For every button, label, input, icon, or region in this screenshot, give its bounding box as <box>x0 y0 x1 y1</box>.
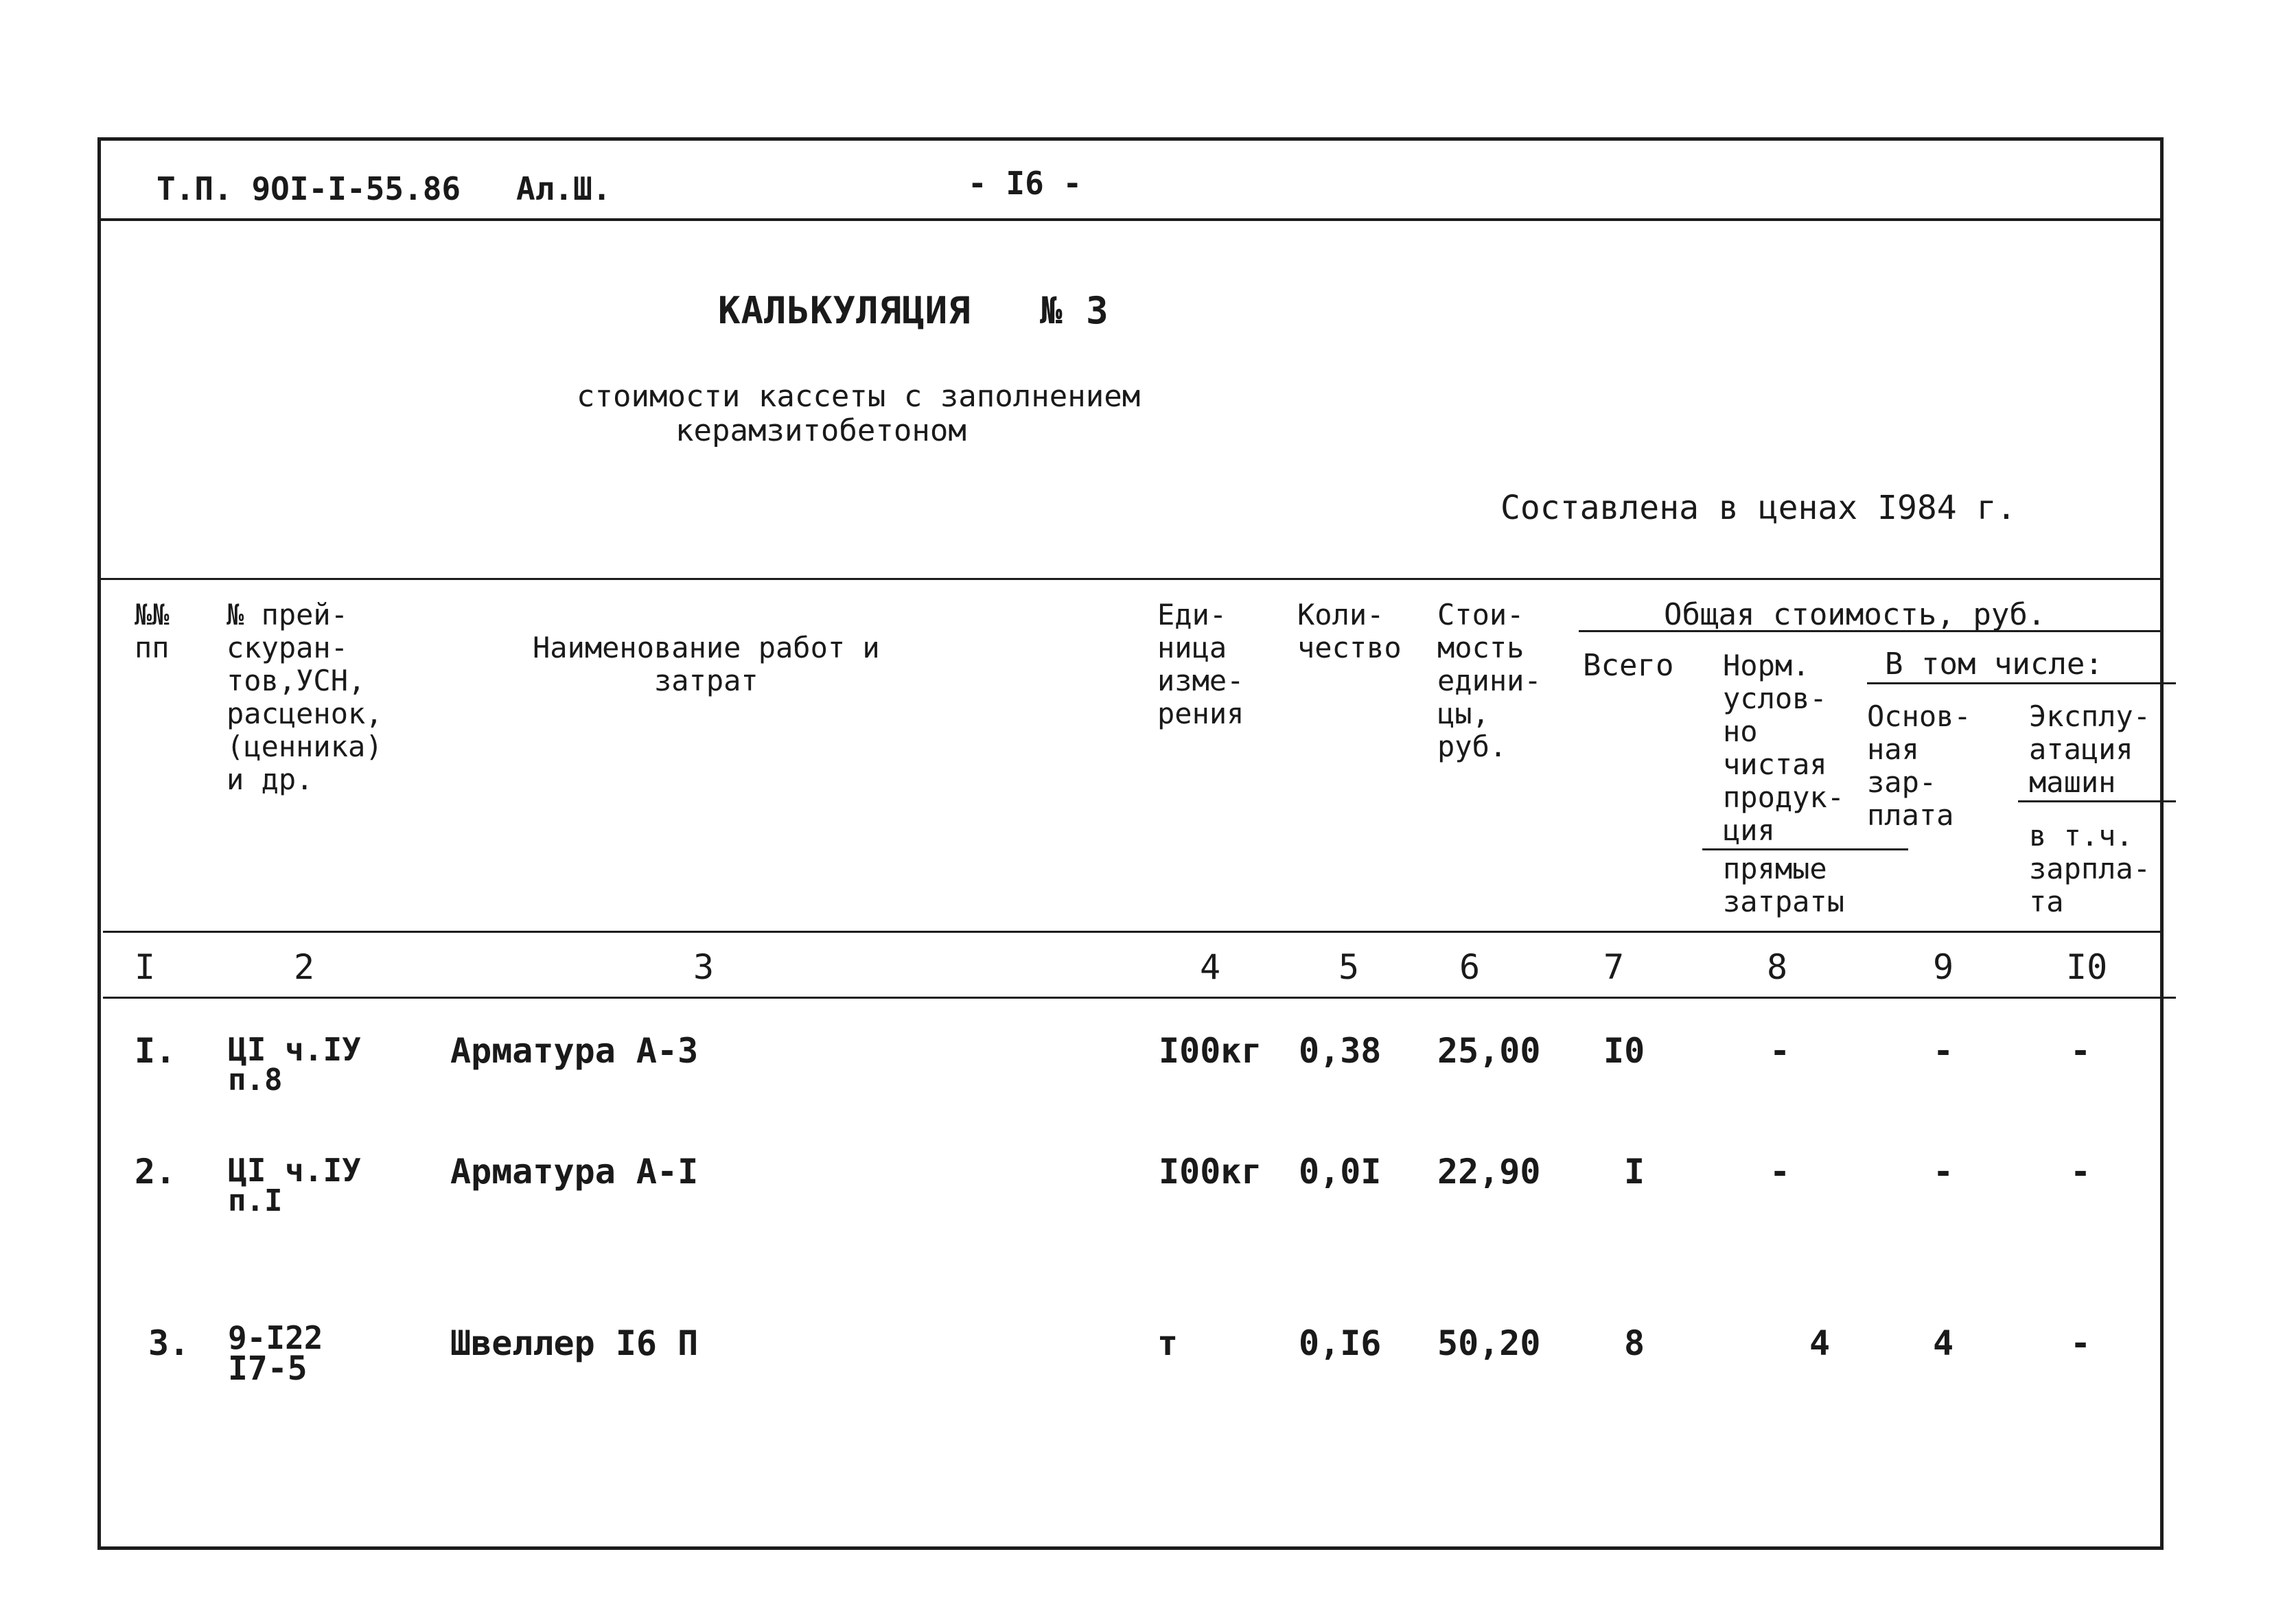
table-row-2-quantity: 0,0I <box>1299 1152 1382 1192</box>
table-row-2-machine-operation: - <box>2070 1152 2091 1192</box>
table-row-2-total: I <box>1624 1152 1645 1192</box>
table-row-3-unit-price: 50,20 <box>1437 1323 1541 1363</box>
col-header-including-group: В том числе: <box>1885 647 2103 682</box>
table-row-3-base-salary: 4 <box>1933 1323 1954 1363</box>
table-row-3-net-production: 4 <box>1809 1323 1831 1363</box>
col-number-5: 5 <box>1338 947 1360 987</box>
doc-code: Т.П. 9OI-I-55.86 <box>157 170 461 207</box>
table-row-2-ref: ЦI ч.IУ <box>228 1152 361 1189</box>
col-header-unit: Еди- ница изме- рения <box>1157 598 1244 730</box>
col-number-2: 2 <box>294 947 315 987</box>
table-top-rule <box>97 578 2164 580</box>
col-header-reference: № прей- скуран- тов,УСН, расценок, (ценника) и др. <box>227 598 383 796</box>
col-header-name: Наименование работ и затрат <box>533 631 880 697</box>
header-bottom-rule <box>103 931 2162 933</box>
colnum-bottom-rule <box>103 997 2176 999</box>
table-row-1-quantity: 0,38 <box>1299 1031 1382 1071</box>
document-title: КАЛЬКУЛЯЦИЯ № 3 <box>718 289 1109 332</box>
col-header-net-production: Норм. услов- но чистая продук- ция <box>1723 649 1845 847</box>
table-row-3-unit: т <box>1157 1323 1179 1363</box>
incl-group-rule <box>1867 682 2176 684</box>
document-subtitle-line2: керамзитобетоном <box>675 413 966 448</box>
table-row-2-name: Арматура А-I <box>450 1152 699 1192</box>
table-row-2-ref-item: п.I <box>228 1183 283 1218</box>
col-header-quantity: Коли- чество <box>1297 598 1402 664</box>
c10-split-rule <box>2018 800 2176 802</box>
table-row-1-ref: ЦI ч.IУ <box>228 1031 361 1068</box>
document-frame <box>97 137 2164 1550</box>
col-header-total: Всего <box>1583 648 1674 683</box>
table-row-3-quantity: 0,I6 <box>1299 1323 1382 1363</box>
table-row-3-machine-operation: - <box>2070 1323 2091 1363</box>
table-row-1-unit: I00кг <box>1159 1031 1262 1071</box>
col-header-total-group: Общая стоимость, руб. <box>1664 597 2046 632</box>
col-number-9: 9 <box>1933 947 1954 987</box>
col-number-8: 8 <box>1767 947 1788 987</box>
table-row-3-total: 8 <box>1624 1323 1645 1363</box>
table-row-3-number: 3. <box>148 1323 190 1363</box>
table-row-3-ref-item: I7-5 <box>228 1349 308 1388</box>
table-row-1-name: Арматура А-3 <box>450 1031 699 1071</box>
c8-split-rule <box>1702 848 1908 850</box>
col-header-machine-salary: в т.ч. зарпла- та <box>2029 819 2151 918</box>
col-header-machine-operation: Эксплу- атация машин <box>2029 699 2151 799</box>
table-row-3-ref: 9-I22 <box>228 1319 323 1356</box>
col-header-base-salary: Основ- ная зар- плата <box>1867 699 1971 832</box>
table-row-1-ref-item: п.8 <box>228 1063 283 1098</box>
table-row-2-base-salary: - <box>1933 1152 1954 1192</box>
col-number-1: I <box>135 947 156 987</box>
table-row-1-base-salary: - <box>1933 1031 1954 1071</box>
document-subtitle-line1: стоимости кассеты с заполнением <box>577 379 1141 414</box>
col-header-number: №№ пп <box>135 598 170 664</box>
table-row-3-name: Швеллер I6 П <box>450 1323 699 1363</box>
col-header-direct-costs: прямые затраты <box>1723 852 1845 918</box>
table-row-1-machine-operation: - <box>2070 1031 2091 1071</box>
col-number-10: I0 <box>2066 947 2108 987</box>
col-number-6: 6 <box>1459 947 1481 987</box>
page-number: - I6 - <box>968 165 1082 202</box>
header-rule <box>97 218 2164 221</box>
table-row-1-number: I. <box>135 1031 176 1071</box>
table-row-2-unit: I00кг <box>1159 1152 1262 1192</box>
table-row-1-unit-price: 25,00 <box>1437 1031 1541 1071</box>
table-row-2-unit-price: 22,90 <box>1437 1152 1541 1192</box>
prices-note: Составлена в ценах I984 г. <box>1500 489 2017 527</box>
col-number-4: 4 <box>1200 947 1221 987</box>
album-label: Ал.Ш. <box>516 170 612 207</box>
col-number-3: 3 <box>693 947 715 987</box>
col-number-7: 7 <box>1603 947 1625 987</box>
col-header-unit-price: Стои- мость едини- цы, руб. <box>1437 598 1542 763</box>
table-row-1-net-production: - <box>1770 1031 1791 1071</box>
table-row-2-number: 2. <box>135 1152 176 1192</box>
table-row-2-net-production: - <box>1770 1152 1791 1192</box>
table-row-1-total: I0 <box>1603 1031 1645 1071</box>
